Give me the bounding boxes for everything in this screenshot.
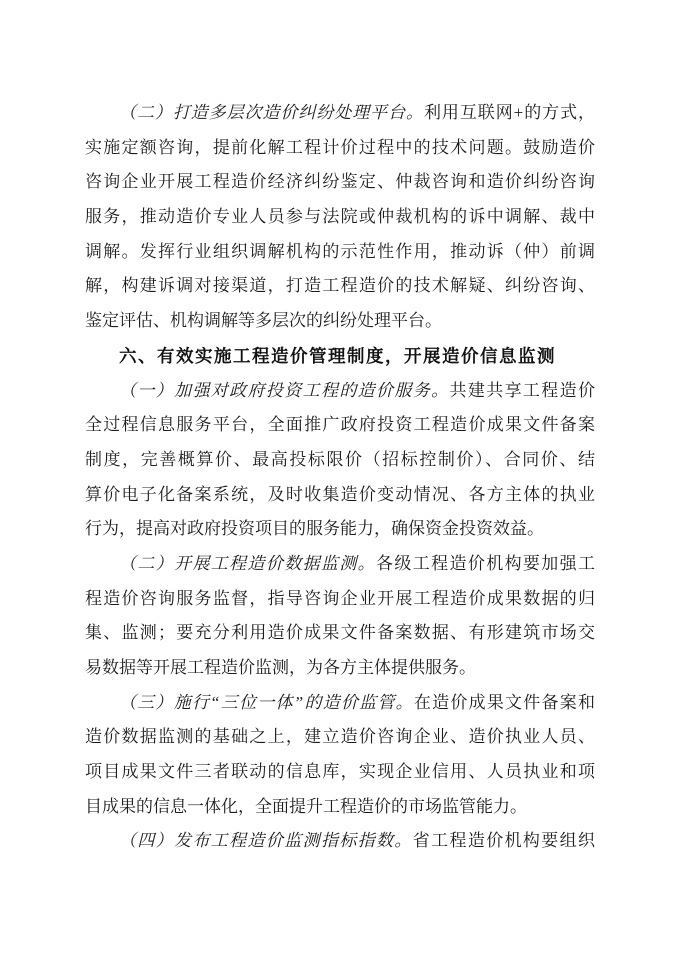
- body-text: 实施定额咨询，提前化解工程计价过程中的技术问题。鼓励造价: [85, 137, 595, 157]
- text-line: [85, 408, 595, 443]
- text-line: [85, 131, 595, 166]
- body-text: 项目成果文件三者联动的信息库，实现企业信用、人员执业和项: [85, 762, 595, 782]
- text-line: [85, 582, 595, 617]
- text-line: [85, 304, 595, 339]
- body-text: 咨询企业开展工程造价经济纠纷鉴定、仲裁咨询和造价纠纷咨询: [85, 172, 595, 192]
- body-text: 程造价咨询服务监督，指导咨询企业开展工程造价成果数据的归: [85, 588, 595, 608]
- text-line: [85, 478, 595, 513]
- body-text: 易数据等开展工程造价监测，为各方主体提供服务。: [85, 658, 476, 677]
- body-text: 行为，提高对政府投资项目的服务能力，确保资金投资效益。: [85, 519, 544, 539]
- lead-sentence: （二）打造多层次造价纠纷处理平台。: [119, 103, 424, 122]
- text-line: [85, 651, 595, 686]
- body-text: 各级工程造价机构要加强工: [376, 553, 596, 573]
- text-line: [85, 96, 595, 131]
- body-text: 集、监测；要充分利用造价成果文件备案数据、有形建筑市场交: [85, 623, 595, 643]
- body-text: 鉴定评估、机构调解等多层次的纠纷处理平台。: [85, 311, 442, 331]
- body-text: 造价数据监测的基础之上，建立造价咨询企业、造价执业人员、: [85, 727, 595, 747]
- text-line: [85, 547, 595, 582]
- text-line: [85, 755, 595, 790]
- body-text: 全过程信息服务平台，全面推广政府投资工程造价成果文件备案: [85, 415, 595, 435]
- text-line: [85, 512, 595, 547]
- lead-sentence: （二）开展工程造价数据监测。: [119, 553, 377, 573]
- text-line: [85, 616, 595, 651]
- text-line: [85, 165, 595, 200]
- heading-text: 六、有效实施工程造价管理制度，开展造价信息监测: [119, 345, 556, 366]
- lead-sentence: （一）加强对政府投资工程的造价服务。: [119, 380, 450, 400]
- text-line: [85, 720, 595, 755]
- section-heading: [85, 339, 595, 374]
- text-line: [85, 443, 595, 478]
- text-line: [85, 200, 595, 235]
- lead-sentence: （四）发布工程造价监测指标指数。: [119, 831, 413, 851]
- body-text: 解，构建诉调对接渠道，打造工程造价的技术解疑、纠纷咨询、: [85, 276, 595, 296]
- body-text: 调解。发挥行业组织调解机构的示范性作用，推动诉（仲）前调: [85, 241, 595, 261]
- text-line: [85, 269, 595, 304]
- text-line: [85, 235, 595, 270]
- text-line: [85, 824, 595, 859]
- text-line: [85, 790, 595, 825]
- lead-sentence: （三）施行“三位一体”的造价监管。: [119, 692, 414, 712]
- body-text: 在造价成果文件备案和: [413, 692, 595, 712]
- body-text: 算价电子化备案系统，及时收集造价变动情况、各方主体的执业: [85, 484, 595, 504]
- body-text: 利用互联网+的方式，: [423, 103, 596, 122]
- body-text: 共建共享工程造价: [449, 380, 596, 400]
- body-text: 服务，推动造价专业人员参与法院或仲裁机构的诉中调解、裁中: [85, 207, 595, 227]
- text-line: [85, 374, 595, 409]
- body-text: 省工程造价机构要组织: [412, 831, 596, 851]
- body-text: 制度，完善概算价、最高投标限价（招标控制价）、合同价、结: [85, 449, 595, 469]
- body-text: 目成果的信息一体化，全面提升工程造价的市场监管能力。: [85, 796, 527, 816]
- text-line: [85, 686, 595, 721]
- document-body: [85, 96, 595, 859]
